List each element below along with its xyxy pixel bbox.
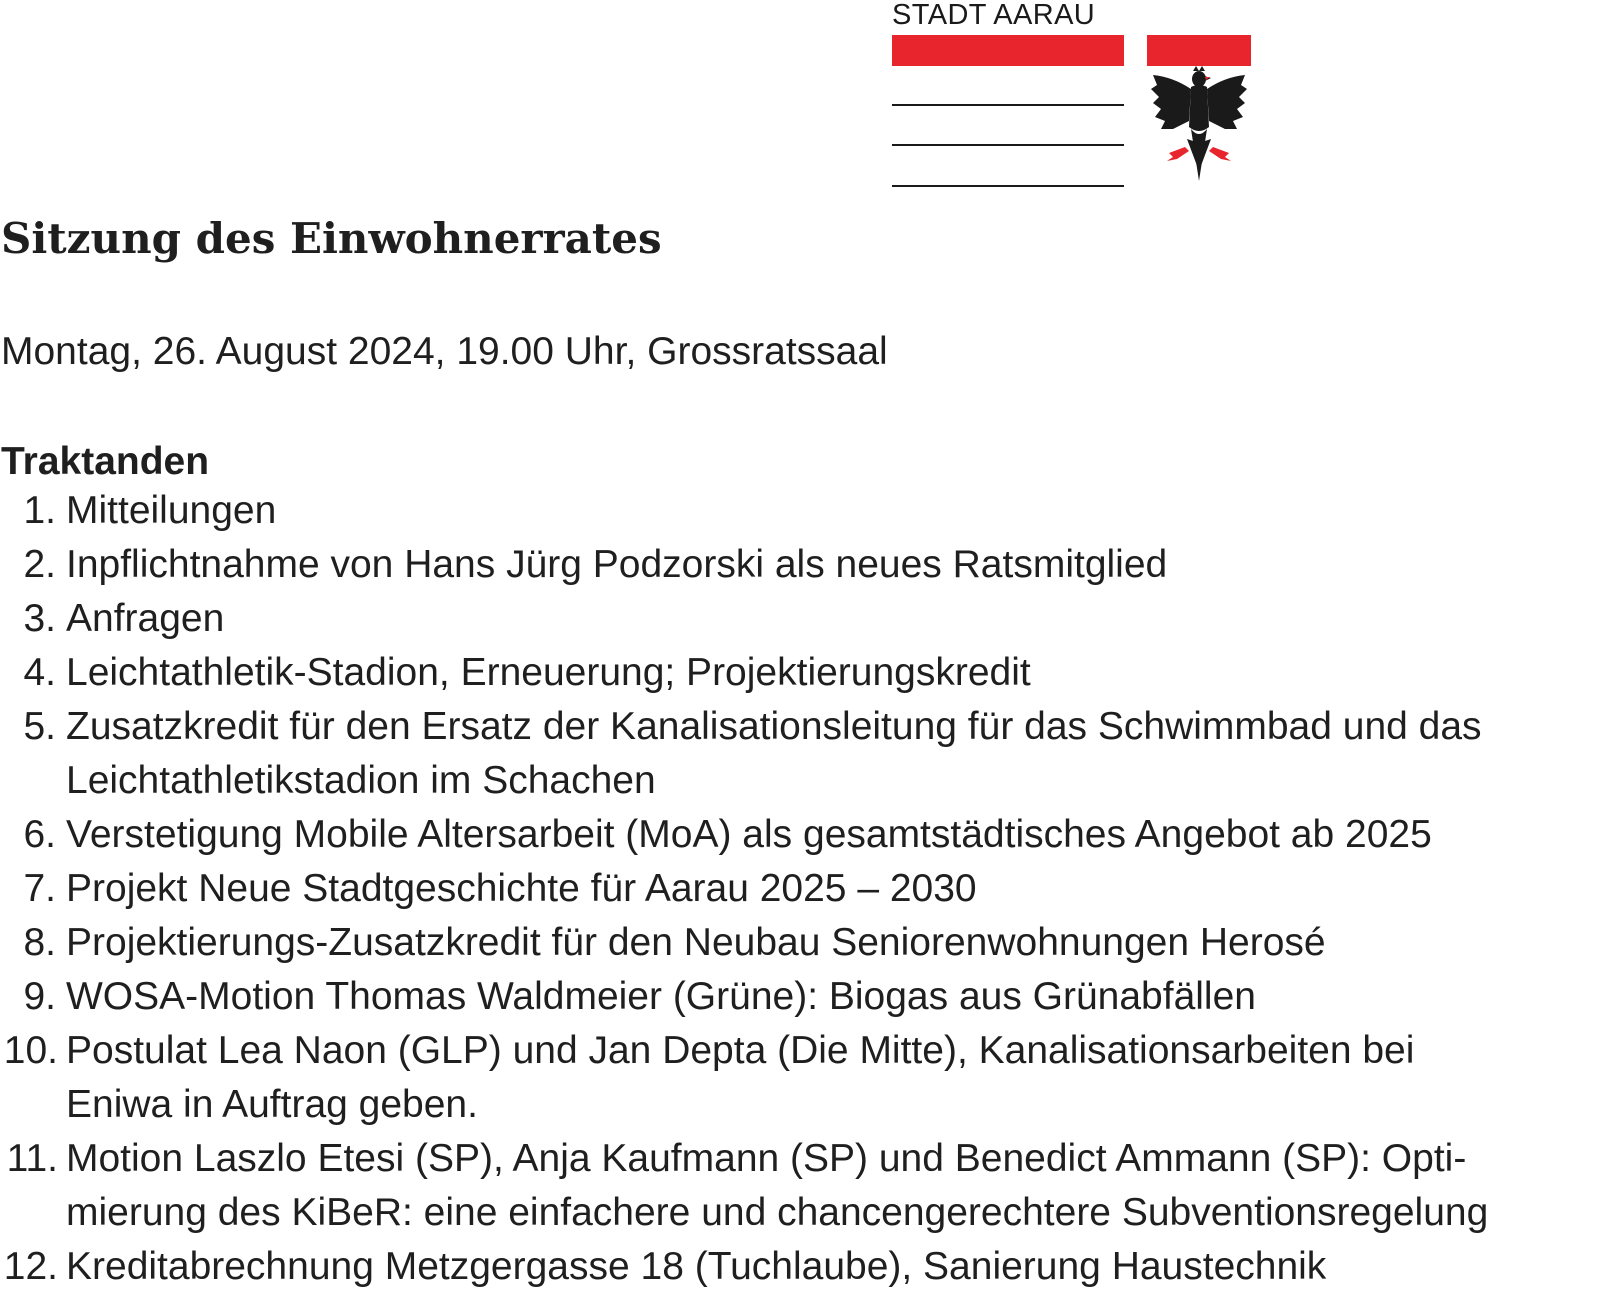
agenda-list [0,484,1598,1294]
agenda-item-number: 5. [23,705,56,748]
agenda-item-number: 9. [23,975,56,1018]
agenda-item [0,592,1598,646]
agenda-item [0,1024,1598,1132]
agenda-item-number: 12. [3,1245,58,1288]
agenda-item [0,700,1598,808]
agenda-item-text: Verstetigung Mobile Altersarbeit (MoA) als gesamtstädtisches Angebot ab 2025 [66,813,1432,856]
agenda-item-text: Motion Laszlo Etesi (SP), Anja Kaufmann (SP) und Benedict Ammann (SP): Opti- [66,1137,1467,1180]
agenda-item [0,484,1598,538]
agenda-item-text: Kreditabrechnung Metzgergasse 18 (Tuchlaube), Sanierung Haustechnik [66,1245,1327,1288]
agenda-item-number: 11. [6,1137,58,1180]
agenda-item-text: Eniwa in Auftrag geben. [66,1083,478,1126]
logo-wordmark: STADT AARAU [892,0,1096,31]
agenda-item [0,538,1598,592]
agenda-item-text: Anfragen [66,597,225,640]
meeting-dateline: Montag, 26. August 2024, 19.00 Uhr, Grossratssaal [1,330,888,373]
logo-rule [892,144,1124,146]
agenda-item [0,916,1598,970]
agenda-item-number: 1. [23,489,56,532]
agenda-item-number: 4. [23,651,56,694]
agenda-item-text: Leichtathletikstadion im Schachen [66,759,656,802]
agenda-item [0,1240,1598,1294]
agenda-item-text: Zusatzkredit für den Ersatz der Kanalisationsleitung für das Schwimmbad und das [66,705,1482,748]
agenda-item [0,646,1598,700]
agenda-item-number: 10. [3,1029,58,1072]
agenda-item [0,808,1598,862]
logo-red-bar [892,35,1124,66]
agenda-item [0,862,1598,916]
agenda-item-text: Inpflichtnahme von Hans Jürg Podzorski als neues Ratsmitglied [66,543,1168,586]
agenda-item-text: WOSA-Motion Thomas Waldmeier (Grüne): Biogas aus Grünabfällen [66,975,1256,1018]
agenda-item-number: 6. [23,813,56,856]
agenda-item-text: Mitteilungen [66,489,277,532]
agenda-item-text: mierung des KiBeR: eine einfachere und chancengerechtere Subventionsregelung [66,1191,1489,1234]
agenda-item [0,1132,1598,1240]
eagle-crest-icon [1147,35,1251,183]
page-title: Sitzung des Einwohnerrates [1,214,662,263]
agenda-item-text: Projektierungs-Zusatzkredit für den Neubau Seniorenwohnungen Herosé [66,921,1326,964]
logo-rule [892,104,1124,106]
agenda-heading: Traktanden [1,440,210,483]
agenda-item-text: Leichtathletik-Stadion, Erneuerung; Projektierungskredit [66,651,1031,694]
agenda-item-number: 8. [23,921,56,964]
city-logo [892,0,1252,190]
agenda-item [0,970,1598,1024]
agenda-item-text: Postulat Lea Naon (GLP) und Jan Depta (Die Mitte), Kanalisationsarbeiten bei [66,1029,1415,1072]
logo-rule [892,185,1124,187]
agenda-item-number: 7. [23,867,56,910]
agenda-item-number: 2. [23,543,56,586]
agenda-item-number: 3. [23,597,56,640]
agenda-item-text: Projekt Neue Stadtgeschichte für Aarau 2025 – 2030 [66,867,977,910]
